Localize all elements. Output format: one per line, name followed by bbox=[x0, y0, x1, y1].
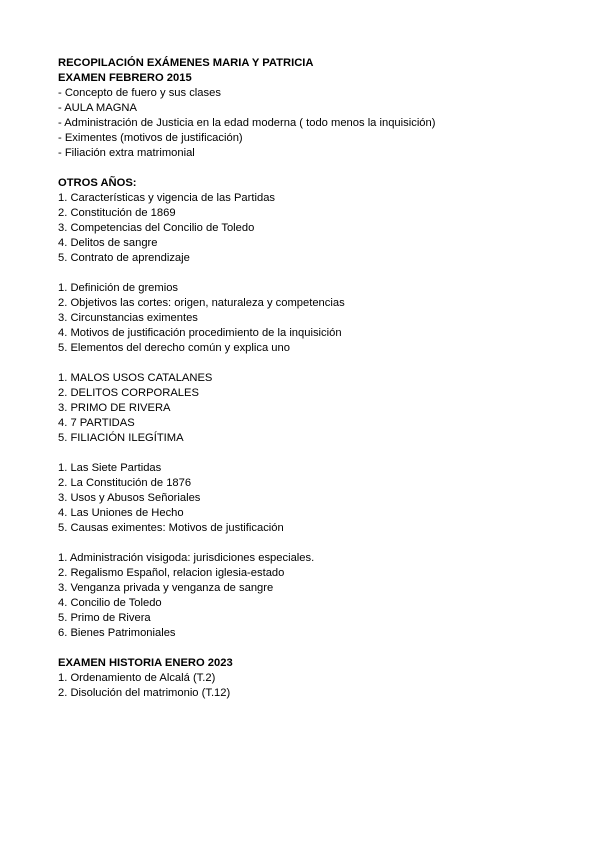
list-item: 3. Competencias del Concilio de Toledo bbox=[58, 222, 255, 234]
list-item: 5. Primo de Rivera bbox=[58, 612, 151, 624]
list-item: - Filiación extra matrimonial bbox=[58, 147, 195, 159]
otros-list-3 bbox=[58, 371, 600, 446]
section3-list bbox=[58, 671, 600, 701]
list-item: 4. Concilio de Toledo bbox=[58, 597, 162, 609]
section1-list bbox=[58, 86, 600, 161]
list-item: 1. Ordenamiento de Alcalá (T.2) bbox=[58, 672, 216, 684]
section-heading-febrero-2015: EXAMEN FEBRERO 2015 bbox=[58, 72, 192, 84]
list-item: - AULA MAGNA bbox=[58, 102, 137, 114]
list-item: 1. Características y vigencia de las Partidas bbox=[58, 192, 276, 204]
list-item: - Eximentes (motivos de justificación) bbox=[58, 132, 243, 144]
section-heading-enero-2023: EXAMEN HISTORIA ENERO 2023 bbox=[58, 657, 233, 669]
list-item: 3. PRIMO DE RIVERA bbox=[58, 402, 171, 414]
list-item: 5. FILIACIÓN ILEGÍTIMA bbox=[58, 432, 184, 444]
list-item: 2. Regalismo Español, relacion iglesia-estado bbox=[58, 567, 285, 579]
list-item: 2. La Constitución de 1876 bbox=[58, 477, 192, 489]
list-item: 3. Circunstancias eximentes bbox=[58, 312, 198, 324]
list-item: 3. Venganza privada y venganza de sangre bbox=[58, 582, 274, 594]
list-item: 5. Contrato de aprendizaje bbox=[58, 252, 190, 264]
list-item: 5. Causas eximentes: Motivos de justificación bbox=[58, 522, 284, 534]
list-item: 4. Delitos de sangre bbox=[58, 237, 158, 249]
document-title: RECOPILACIÓN EXÁMENES MARIA Y PATRICIA bbox=[58, 57, 314, 69]
list-item: 1. Administración visigoda: jurisdiciones especiales. bbox=[58, 552, 315, 564]
list-item: - Concepto de fuero y sus clases bbox=[58, 87, 221, 99]
list-item: 2. Constitución de 1869 bbox=[58, 207, 176, 219]
list-item: 4. Las Uniones de Hecho bbox=[58, 507, 184, 519]
list-item: - Administración de Justicia en la edad moderna ( todo menos la inquisición) bbox=[58, 117, 436, 129]
list-item: 6. Bienes Patrimoniales bbox=[58, 627, 176, 639]
otros-list-4 bbox=[58, 461, 600, 536]
otros-list-5 bbox=[58, 551, 600, 641]
list-item: 1. MALOS USOS CATALANES bbox=[58, 372, 213, 384]
otros-list-2 bbox=[58, 281, 600, 356]
list-item: 2. DELITOS CORPORALES bbox=[58, 387, 199, 399]
otros-list-1 bbox=[58, 191, 600, 266]
list-item: 1. Definición de gremios bbox=[58, 282, 179, 294]
list-item: 4. Motivos de justificación procedimiento de la inquisición bbox=[58, 327, 342, 339]
list-item: 4. 7 PARTIDAS bbox=[58, 417, 135, 429]
section-heading-otros-anos: OTROS AÑOS: bbox=[58, 177, 137, 189]
list-item: 3. Usos y Abusos Señoriales bbox=[58, 492, 201, 504]
list-item: 1. Las Siete Partidas bbox=[58, 462, 162, 474]
list-item: 2. Disolución del matrimonio (T.12) bbox=[58, 687, 231, 699]
list-item: 5. Elementos del derecho común y explica uno bbox=[58, 342, 290, 354]
list-item: 2. Objetivos las cortes: origen, naturaleza y competencias bbox=[58, 297, 345, 309]
